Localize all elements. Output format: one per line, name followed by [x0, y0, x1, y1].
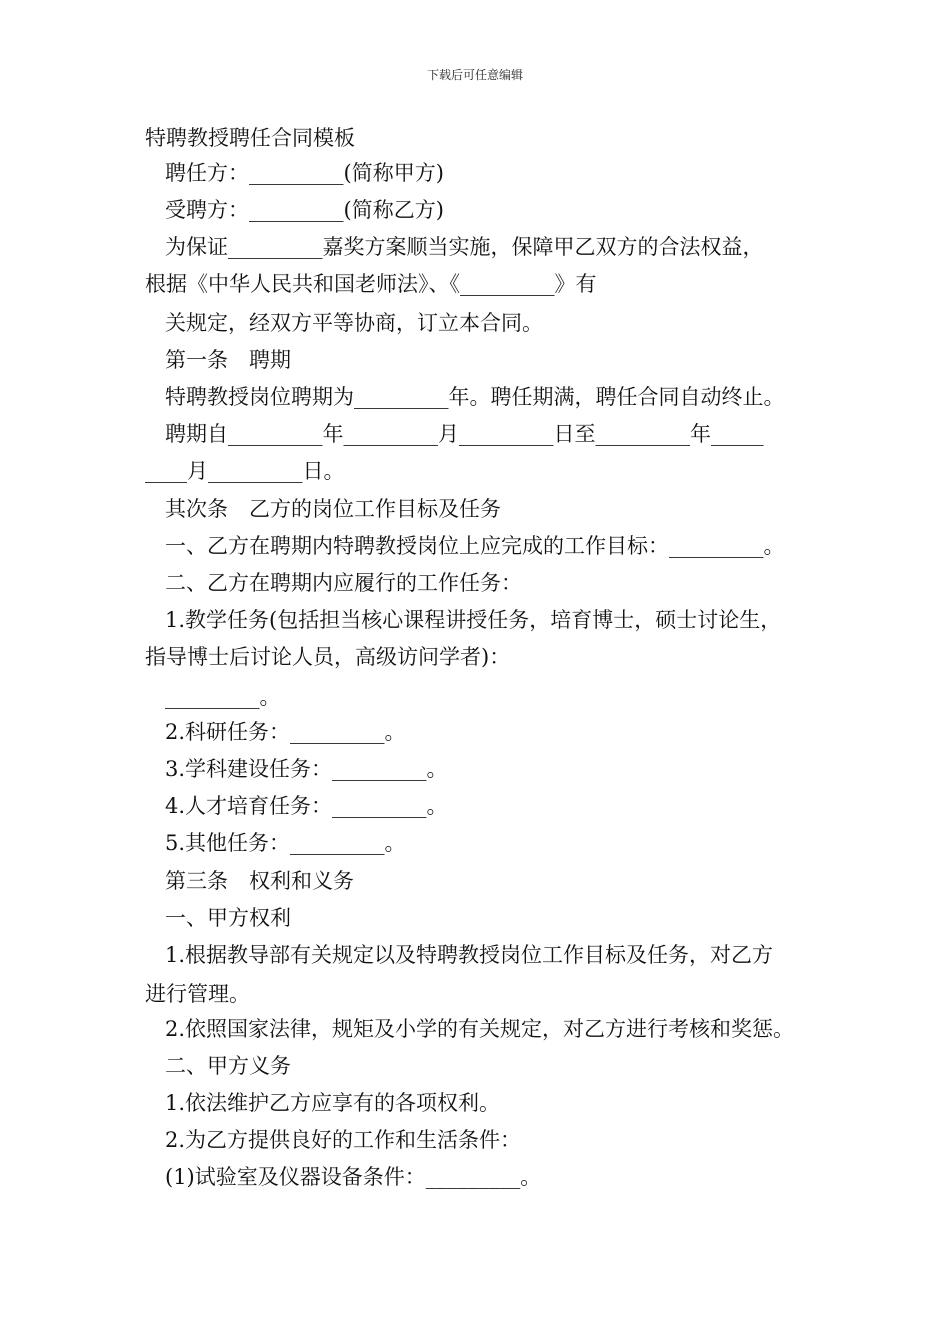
blank-line: _________。	[165, 685, 281, 709]
paragraph-line: 特聘教授岗位聘期为_________年。聘任期满，聘任合同自动终止。	[165, 385, 785, 409]
paragraph-line: 聘期自_________年_________月_________日至_________年_____	[165, 422, 764, 446]
list-item: 2.依照国家法律，规矩及小学的有关规定，对乙方进行考核和奖惩。	[165, 1017, 795, 1041]
section-heading: 一、甲方权利	[165, 906, 291, 930]
list-item: 2.为乙方提供良好的工作和生活条件：	[165, 1128, 522, 1152]
article-heading: 其次条 乙方的岗位工作目标及任务	[165, 497, 501, 521]
list-item: (1)试验室及仪器设备条件：_________。	[165, 1165, 542, 1189]
list-item: 指导博士后讨论人员，高级访问学者)：	[145, 645, 511, 669]
list-item: 1.教学任务(包括担当核心课程讲授任务，培育博士，硕士讨论生，	[165, 608, 782, 632]
paragraph-line: 二、乙方在聘期内应履行的工作任务：	[165, 571, 522, 595]
party-a-line: 聘任方：_________(简称甲方)	[165, 161, 444, 185]
paragraph-line: 根据《中华人民共和国老师法》、《_________》有	[145, 272, 597, 296]
list-item: 4.人才培育任务：_________。	[165, 794, 448, 818]
party-b-line: 受聘方：_________(简称乙方)	[165, 198, 444, 222]
paragraph-line: 为保证_________嘉奖方案顺当实施，保障甲乙双方的合法权益，	[165, 235, 764, 259]
section-heading: 二、甲方义务	[165, 1054, 291, 1078]
document-title: 特聘教授聘任合同模板	[145, 126, 355, 150]
list-item: 1.依法维护乙方应享有的各项权利。	[165, 1091, 501, 1115]
paragraph-line: 一、乙方在聘期内特聘教授岗位上应完成的工作目标：_________。	[165, 534, 785, 558]
article-heading: 第一条 聘期	[165, 348, 291, 372]
list-item: 3.学科建设任务：_________。	[165, 757, 448, 781]
paragraph-line: 关规定，经双方平等协商，订立本合同。	[165, 311, 543, 335]
article-heading: 第三条 权利和义务	[165, 869, 354, 893]
list-item: 2.科研任务：_________。	[165, 720, 406, 744]
list-item: 5.其他任务：_________。	[165, 831, 406, 855]
list-item: 进行管理。	[145, 982, 250, 1006]
list-item: 1.根据教导部有关规定以及特聘教授岗位工作目标及任务，对乙方	[165, 943, 774, 967]
paragraph-line: ____月_________日。	[145, 459, 345, 483]
page-header: 下载后可任意编辑	[426, 68, 523, 82]
